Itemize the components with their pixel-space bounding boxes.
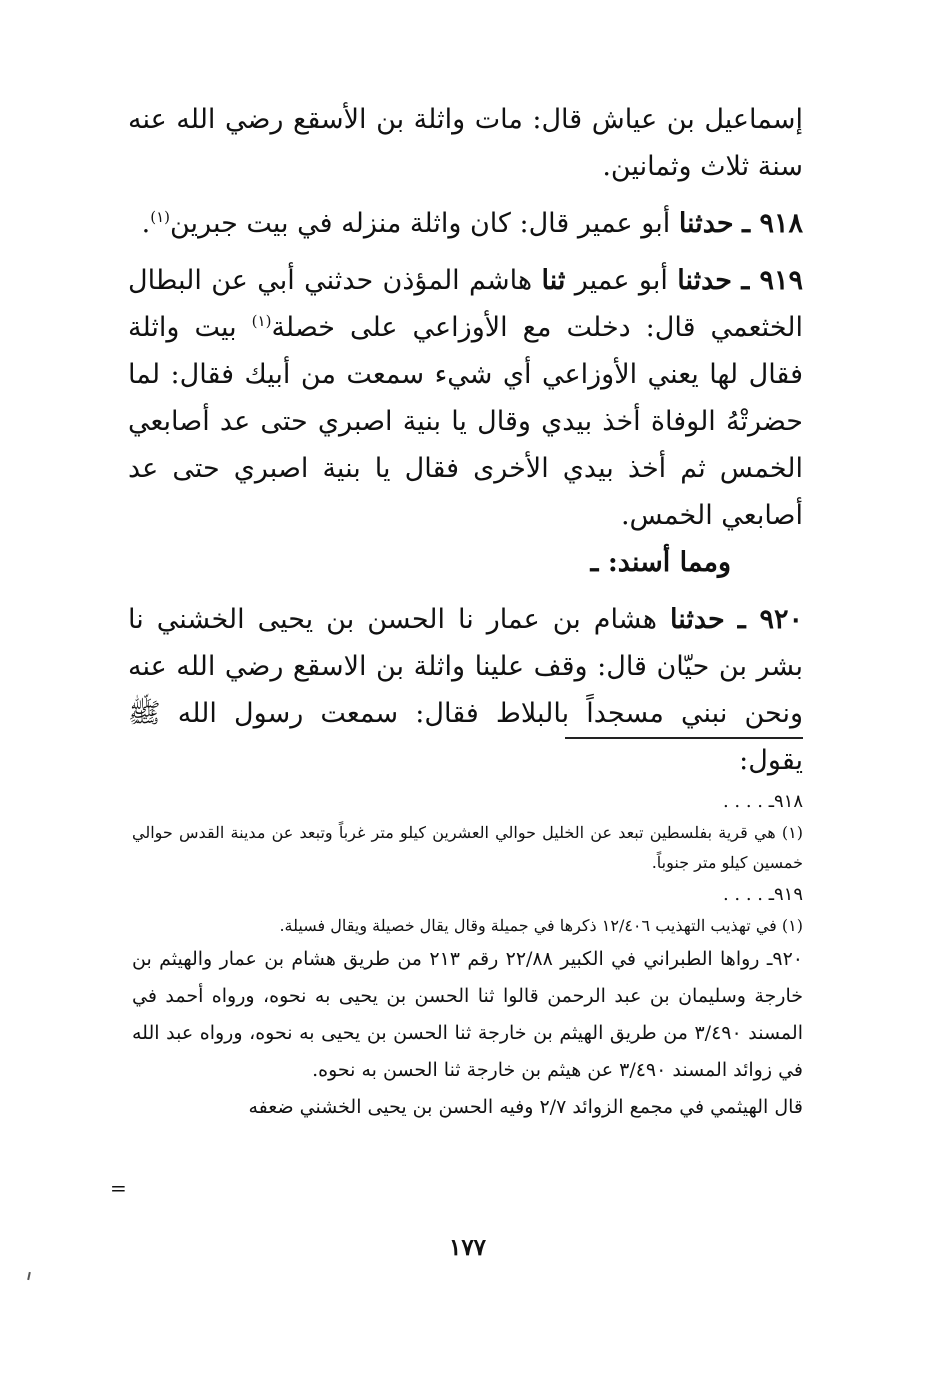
footnote-ref-919: ٩١٩ـ . . . . (722, 884, 803, 905)
footnote-ref-918: ٩١٨ـ . . . . (722, 791, 803, 812)
footnote-marker: (١) (251, 312, 272, 330)
footnote-920-continued: قال الهيثمي في مجمع الزوائد ٢/٧ وفيه الحسن بن يحيى الخشني ضعفه (248, 1096, 803, 1118)
footnote-920: ٩٢٠ـ رواها الطبراني في الكبير ٢٢/٨٨ رقم ٢١٣ من طريق هشام بن عمار والهيثم بن خارجة وسليمان بن عبد الرحمن قالوا ثنا الحسن بن يحيى به نحوه، ورواه أحمد في المسند ٣/٤٩٠ من طريق الهيثم بن خارجة ثنا الحسن بن يحيى به نحوه، ورواه عبد الله في زوائد المسند ٣/٤٩٠ عن هيثم بن خارجة ثنا الحسن به نحوه. (132, 948, 804, 1081)
sentence-end: . (141, 208, 151, 239)
hadith-text: بيت واثلة فقال لها يعني الأوزاعي أي شيء سمعت من أبيك فقال: لما حضرتْهُ الوفاة أخذ بيدي وقال يا بنية اصبري حتى عد أصابعي الخمس ثم أخذ بيدي الأخرى فقال يا بنية اصبري حتى عد أصابعي الخمس. (128, 312, 803, 531)
hadith-number: ٩١٨ ـ (742, 208, 803, 239)
hadith-918 (128, 200, 803, 247)
section-heading: ومما أسند: ـ (590, 547, 731, 578)
narration-keyword: حدثنا (670, 604, 725, 635)
narration-keyword-secondary: ثنا (541, 265, 566, 296)
narration-keyword: حدثنا (678, 208, 734, 239)
scan-speck (27, 1272, 31, 1280)
hadith-text: أبو عمير (574, 265, 668, 296)
hadith-text: أبو عمير قال: كان واثلة منزله في بيت جبرين (170, 208, 671, 239)
page-number: ١٧٧ (448, 1234, 487, 1261)
footnote-919: (١) في تهذيب التهذيب ١٢/٤٠٦ ذكرها في جميلة وقال يقال خصيلة ويقال فسيلة. (279, 916, 803, 935)
footnote-divider (565, 737, 803, 739)
footnote-918: (١) هي قرية بفلسطين تبعد عن الخليل حوالي العشرين كيلو متر غرباً وتبعد عن مدينة القدس حوالي خمسين كيلو متر جنوباً. (132, 823, 803, 872)
footnotes-block (132, 785, 803, 1126)
narration-keyword: حدثنا (677, 265, 732, 296)
hadith-text: هاشم المؤذن حدثني أبي عن البطال الخثعمي قال: دخلت مع الأوزاعي على خصلة (128, 265, 803, 343)
continuation-mark: = (110, 1176, 127, 1200)
hadith-920 (128, 596, 803, 784)
hadith-number: ٩٢٠ ـ (737, 604, 803, 635)
hadith-number: ٩١٩ ـ (741, 265, 803, 296)
footnote-marker: (١) (150, 208, 170, 226)
hadith-text: هشام بن عمار نا الحسن بن يحيى الخشني نا بشر بن حيّان قال: وقف علينا واثلة بن الاسقع رضي الله عنه ونحن نبني مسجداً بالبلاط فقال: سمعت رسول الله ﷺ يقول: (128, 604, 803, 776)
hadith-919 (128, 257, 803, 539)
main-text-block (128, 96, 803, 784)
paragraph-1: إسماعيل بن عياش قال: مات واثلة بن الأسقع رضي الله عنه سنة ثلاث وثمانين. (128, 104, 803, 182)
